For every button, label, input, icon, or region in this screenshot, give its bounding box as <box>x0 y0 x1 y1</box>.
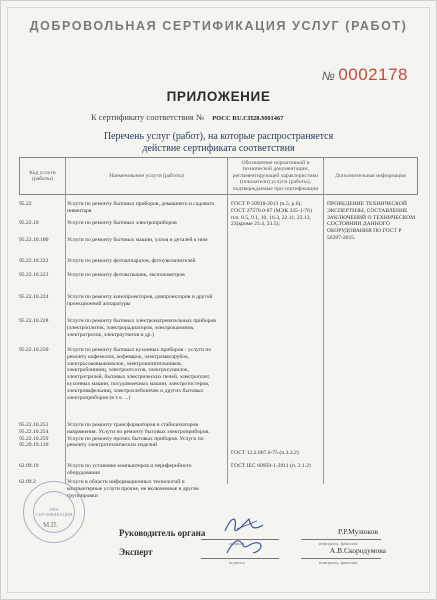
cert-number: РОСС RU.СП28.М01467 <box>212 115 284 122</box>
column-divider <box>227 159 228 484</box>
certification-header: ДОБРОВОЛЬНАЯ СЕРТИФИКАЦИЯ УСЛУГ (РАБОТ) <box>29 19 408 33</box>
stamp-place-label: М.П. <box>43 521 58 529</box>
cert-line-label: К сертификату соответствия № <box>91 112 205 122</box>
number-value: 0002178 <box>338 65 408 84</box>
row-doc: ГОСТ Р 50938-2013 (п.5, р.6); ГОСТ 27570.0-87 (МЭК 335-1-76) п.п. 8.5, 9.1, 10, 16.3, 22.11, 22.13, 23(кроме 23.4, 23.5); <box>231 201 312 228</box>
header-docs: Обозначение нормативной и технической документации, регламентирующей характеристики (показатели) услуги (работы), подтверждаемые при сертификации <box>228 158 324 195</box>
certificate-reference <box>91 112 284 122</box>
certificate-number <box>322 65 408 85</box>
row-name: Услуги по установке компьютеров и периферийного оборудования <box>67 463 192 476</box>
row-name: Услуги в области информационных технологий и компьютерные услуги прочие, не включенные в другие группировки <box>67 479 199 499</box>
header-name: Наименование услуги (работы) <box>66 158 228 195</box>
subtitle-line-1: Перечень услуг (работ), на которые распространяется <box>103 131 334 142</box>
row-code: 95.22.10 <box>19 220 39 226</box>
stamp-inner: ПРИ СЕРТИФИКАЦИИ <box>33 491 75 533</box>
header-code: Код услуги (работы) <box>20 158 66 195</box>
row-name: Услуги по ремонту бытовых электроприборов <box>67 220 177 226</box>
head-name-caption: инициалы, фамилия <box>319 541 358 546</box>
head-signature-caption: подпись <box>229 541 245 546</box>
row-name: Услуги по ремонту бытовых кухонных приборов - услуги по ремонту кофемолок, кофеварок, электромясорубок, электросоковыжималок, электрокипятильников, электроблинниц, электроотсосов, электросушилок, электрогрилей, бытовых электрических печей, электроплит, кухонных машин, посудомоечных машин, электротостеров, электровафельниц, электрохлебопечек и других бытовых электроприборов (в т.ч. ...) <box>67 347 212 401</box>
column-divider <box>323 159 324 484</box>
row-code: 95.22.10.223 <box>19 272 49 278</box>
expert-name-caption: инициалы, фамилия <box>319 560 358 565</box>
row-doc: ГОСТ 12.2.007.0-75 (п.3.2.2) <box>231 450 299 456</box>
document-title: ПРИЛОЖЕНИЕ <box>166 89 271 104</box>
expert-name-line <box>301 558 381 559</box>
row-code: 62.09.10 <box>19 463 39 469</box>
seal-stamp <box>23 481 85 543</box>
row-name: Услуги по ремонту фотоаппаратов, фотоувеличителей <box>67 258 196 264</box>
header-info: Дополнительная информация <box>324 158 418 195</box>
row-code: 95.22.10.224 <box>19 294 49 300</box>
row-name: Услуги по ремонту фотовспышек, экспонометров <box>67 272 185 278</box>
row-code: 95.22.10.100 <box>19 237 49 243</box>
expert-signature-line <box>201 558 279 559</box>
expert-name: А.В.Скородумова <box>329 546 386 555</box>
column-divider <box>65 159 66 484</box>
expert-signature-icon <box>223 533 267 559</box>
services-table-header <box>19 157 418 195</box>
row-name: Услуги по ремонту трансформаторов и стабилизаторов напряжения. Услуги по ремонту бытовых электроприборов. Услуги по ремонту прочих бытовых приборов. Услуги по ремонту электротехнических изделий <box>67 422 210 449</box>
row-name: Услуги по ремонту бытовых машин, узлов и деталей к ним <box>67 237 208 243</box>
row-doc: ГОСТ IEC 60950-1-2011 (п. 2.1.2) <box>231 463 311 469</box>
row-info: ПРОВЕДЕНИЕ ТЕХНИЧЕСКОЙ ЭКСПЕРТИЗЫ, СОСТАВЛЕНИЕ ЗАКЛЮЧЕНИЙ О ТЕХНИЧЕСКОМ СОСТОЯНИИ ДАННОГО ОБОРУДОВАНИЯ ПО ГОСТ Р 56397-2015. <box>327 201 416 241</box>
row-code: 95.22.10.228 <box>19 318 49 324</box>
head-signature-label: Руководитель органа <box>119 528 206 538</box>
expert-signature-label: Эксперт <box>119 547 153 557</box>
subtitle-line-2: действие сертификата соответствия <box>142 143 295 154</box>
row-code: 95.22.10.251 95.22.10.254 95.22.10.259 95.29.19.120 <box>19 422 49 449</box>
head-name-line <box>301 539 381 540</box>
row-code: 95.22.10.222 <box>19 258 49 264</box>
expert-signature-caption: подпись <box>229 560 245 565</box>
document-subtitle <box>1 131 436 155</box>
row-code: 95.22 <box>19 201 32 207</box>
row-code: 95.22.10.250 <box>19 347 49 353</box>
number-prefix: № <box>321 69 336 83</box>
row-code: 62.09.2 <box>19 479 36 485</box>
row-name: Услуги по ремонту бытовых электронагревательных приборов (электроплиток, электрорадиаторов, электрокаминов, электрогрелок, электроутюгов и др.) <box>67 318 216 338</box>
row-name: Услуги по ремонту бытовых приборов, домашнего и садового инвентаря <box>67 201 215 214</box>
row-name: Услуги по ремонту кинопроекторов, диапроекторов и другой проекционной аппаратуры <box>67 294 213 307</box>
head-name: Р.Р.Мулюков <box>337 527 378 536</box>
